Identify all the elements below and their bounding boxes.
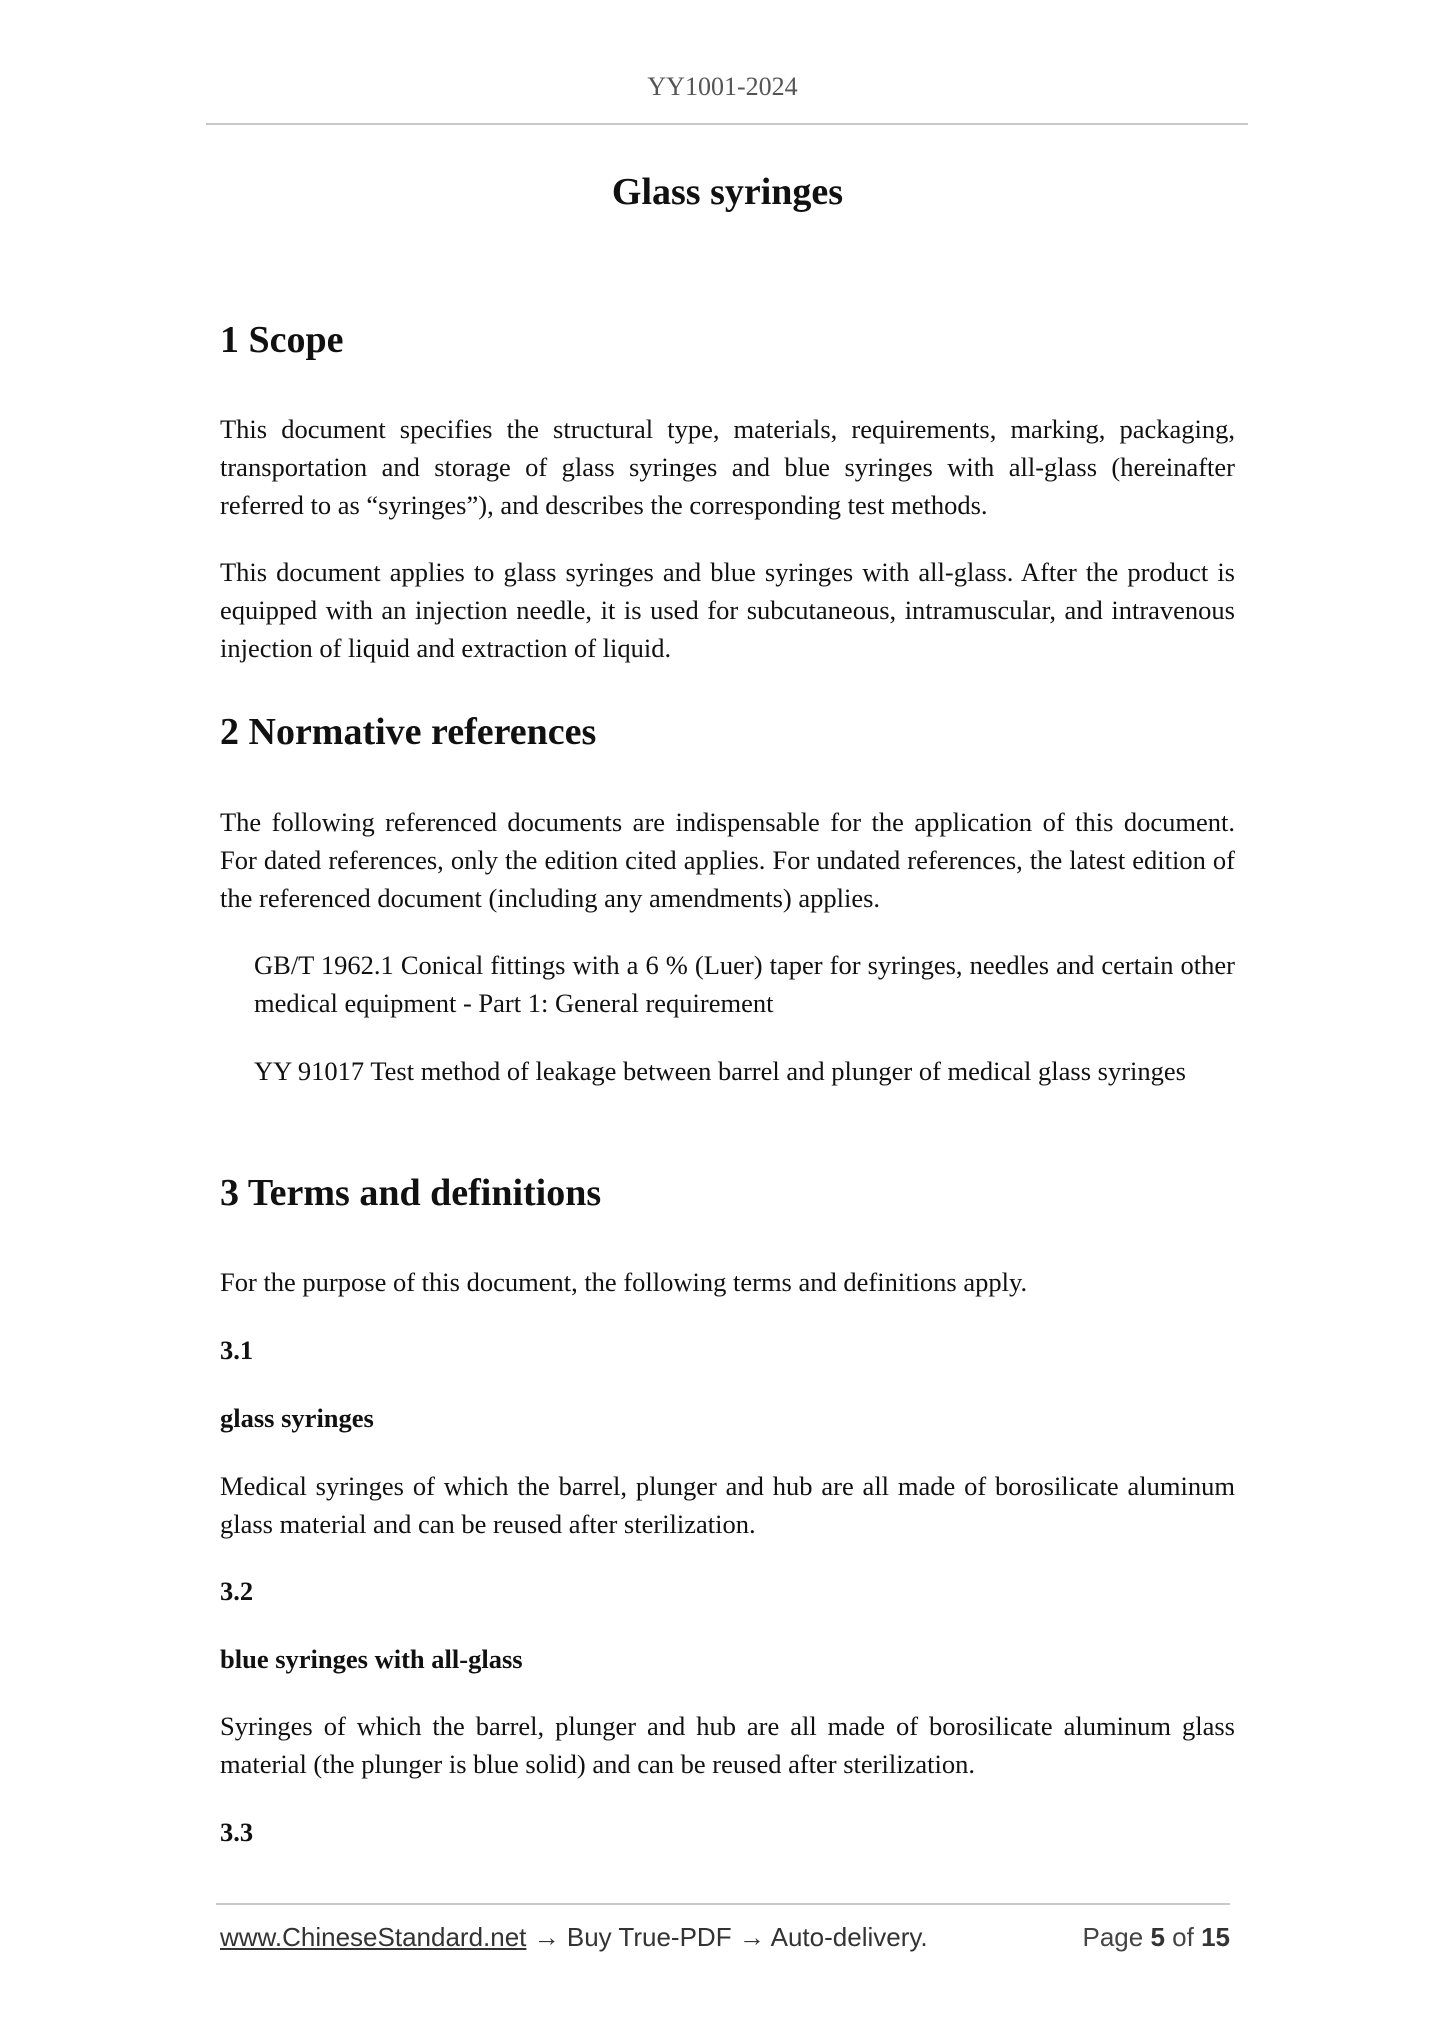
delivery-text: Auto-delivery. bbox=[770, 1922, 928, 1952]
references-intro: The following referenced documents are indispensable for the application of this document. For dated references, only the edition cited applies. For undated references, the latest edition of the referenced document (including any amendments) applies. bbox=[220, 807, 1235, 913]
terms-intro: For the purpose of this document, the following terms and definitions apply. bbox=[220, 1267, 1028, 1297]
arrow-icon: → bbox=[533, 1922, 560, 1952]
current-page: 5 bbox=[1150, 1922, 1165, 1952]
term-definition: Syringes of which the barrel, plunger and hub are all made of borosilicate aluminum glass material (the plunger is blue solid) and can be reused after sterilization. bbox=[220, 1711, 1235, 1779]
buy-text: Buy True-PDF bbox=[566, 1922, 732, 1952]
scope-paragraph-1: This document specifies the structural type, materials, requirements, marking, packaging, transportation and storage of glass syringes and blue syringes with all-glass (hereinafter referred to as “syringes”), and describes the corresponding test methods. bbox=[220, 414, 1235, 520]
section-3-heading: 3 Terms and definitions bbox=[220, 1172, 602, 1214]
term-definition: Medical syringes of which the barrel, plunger and hub are all made of borosilicate aluminum glass material and can be reused after sterilization. bbox=[220, 1471, 1235, 1539]
header-divider bbox=[206, 123, 1248, 125]
term-number: 3.1 bbox=[220, 1335, 254, 1365]
term-number: 3.2 bbox=[220, 1576, 254, 1606]
reference-item: YY 91017 Test method of leakage between barrel and plunger of medical glass syringes bbox=[254, 1056, 1186, 1086]
of-label: of bbox=[1172, 1922, 1194, 1952]
page-label: Page bbox=[1082, 1922, 1144, 1952]
total-pages: 15 bbox=[1201, 1922, 1230, 1952]
reference-item: GB/T 1962.1 Conical fittings with a 6 % (Luer) taper for syringes, needles and certain other medical equipment - Part 1: General requirement bbox=[254, 950, 1235, 1018]
term-name: glass syringes bbox=[220, 1403, 374, 1433]
section-1-heading: 1 Scope bbox=[220, 319, 344, 361]
term-number: 3.3 bbox=[220, 1817, 254, 1847]
term-name: blue syringes with all-glass bbox=[220, 1644, 523, 1674]
running-header: YY1001-2024 bbox=[647, 72, 798, 101]
document-title: Glass syringes bbox=[611, 171, 844, 213]
page-indicator bbox=[1082, 1922, 1230, 1953]
footer-promo bbox=[220, 1922, 928, 1953]
website-link[interactable]: www.ChineseStandard.net bbox=[220, 1922, 527, 1952]
arrow-icon: → bbox=[738, 1922, 765, 1952]
footer-divider bbox=[216, 1903, 1230, 1905]
scope-paragraph-2: This document applies to glass syringes and blue syringes with all-glass. After the product is equipped with an injection needle, it is used for subcutaneous, intramuscular, and intravenous injection of liquid and extraction of liquid. bbox=[220, 557, 1235, 663]
section-2-heading: 2 Normative references bbox=[220, 711, 597, 753]
